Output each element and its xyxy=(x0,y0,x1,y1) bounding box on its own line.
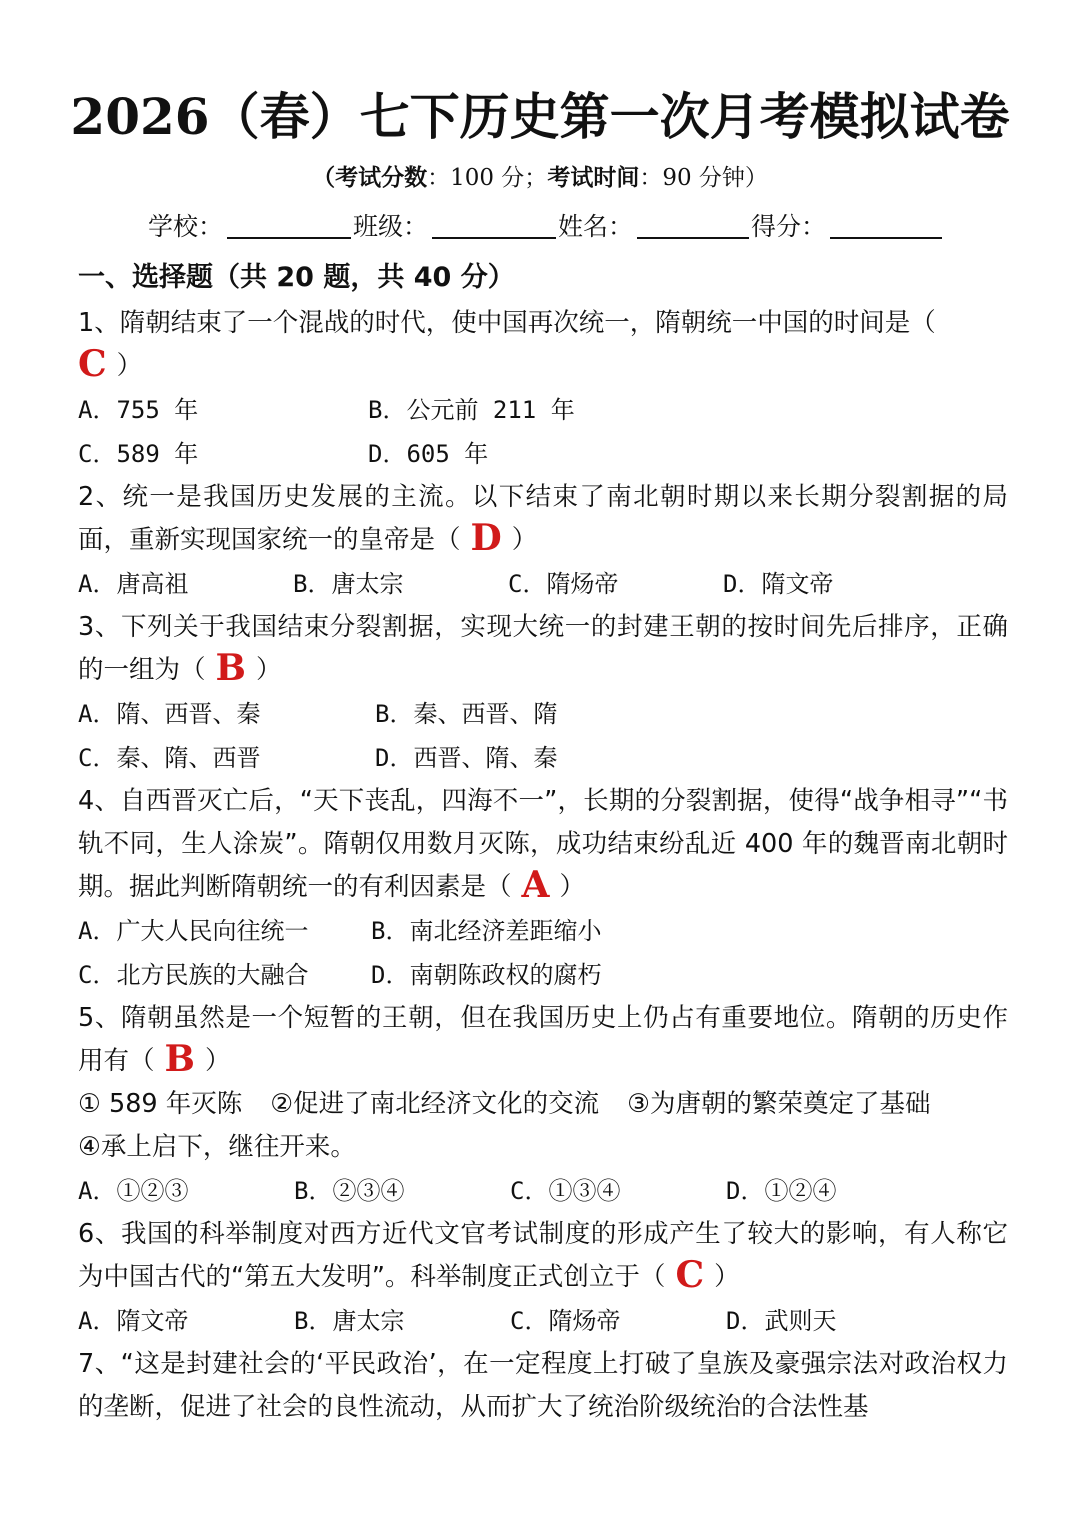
option-d: D．南朝陈政权的腐朽 xyxy=(371,961,602,989)
student-info-row xyxy=(148,208,944,246)
option-a: A．755 年 xyxy=(78,396,199,424)
question-6 xyxy=(78,1213,1008,1299)
option-b: B．秦、西晋、隋 xyxy=(375,700,558,728)
statement-2: ②促进了南北经济文化的交流 xyxy=(270,1089,600,1119)
option-c: C．隋炀帝 xyxy=(510,1307,621,1335)
question-close: ） xyxy=(204,1046,231,1076)
question-stem: 2、统一是我国历史发展的主流。以下结束了南北朝时期以来长期分裂割据的局面，重新实现国家统一的皇帝是（ xyxy=(78,482,1008,555)
question-stem: 5、隋朝虽然是一个短暂的王朝，但在我国历史上仍占有重要地位。隋朝的历史作用有（ xyxy=(78,1003,1008,1076)
question-stem: 1、隋朝结束了一个混战的时代，使中国再次统一，隋朝统一中国的时间是（ xyxy=(78,308,936,338)
statement-4: ④承上启下，继往开来。 xyxy=(78,1132,356,1162)
question-5 xyxy=(78,997,1008,1083)
score-blank[interactable] xyxy=(830,211,942,239)
options-row xyxy=(78,953,1008,997)
option-d: D．①②④ xyxy=(726,1177,837,1205)
options-row xyxy=(78,388,1008,432)
option-a: A．隋、西晋、秦 xyxy=(78,700,261,728)
option-a: A．唐高祖 xyxy=(78,570,189,598)
answer-mark: B xyxy=(215,647,246,689)
question-4 xyxy=(78,780,1008,909)
school-blank[interactable] xyxy=(227,211,351,239)
school-label: 学校： xyxy=(148,212,224,241)
option-c: C．①③④ xyxy=(510,1177,621,1205)
statement-1: ① 589 年灭陈 xyxy=(78,1089,243,1119)
exam-subtitle xyxy=(0,160,1080,196)
class-blank[interactable] xyxy=(432,211,556,239)
question-close: ） xyxy=(116,351,143,381)
answer-mark: B xyxy=(164,1038,195,1080)
options-row xyxy=(78,692,1008,736)
option-c: C．北方民族的大融合 xyxy=(78,961,309,989)
option-d: D．605 年 xyxy=(368,440,489,468)
time-value: ：90 分钟） xyxy=(639,165,768,191)
question-close: ） xyxy=(714,1262,740,1292)
questions-list xyxy=(78,302,1008,1429)
options-row xyxy=(78,1299,1008,1343)
answer-mark: A xyxy=(521,864,550,906)
question-1 xyxy=(78,302,1008,388)
option-b: B．唐太宗 xyxy=(293,570,404,598)
page-title: 2026（春）七下历史第一次月考模拟试卷 xyxy=(70,87,1010,146)
options-row xyxy=(78,432,1008,476)
options-row xyxy=(78,562,1008,606)
option-c: C．589 年 xyxy=(78,440,199,468)
question-stem: 6、我国的科举制度对西方近代文官考试制度的形成产生了较大的影响，有人称它为中国古代的“第五大发明”。科举制度正式创立于（ xyxy=(78,1219,1008,1292)
question-stem: 7、“这是封建社会的‘平民政治’，在一定程度上打破了皇族及豪强宗法对政治权力的垄断，促进了社会的良性流动，从而扩大了统治阶级统治的合法性基 xyxy=(78,1349,1008,1422)
options-row xyxy=(78,909,1008,953)
statements-row xyxy=(78,1126,1008,1169)
option-a: A．①②③ xyxy=(78,1177,189,1205)
option-a: A．广大人民向往统一 xyxy=(78,917,309,945)
question-2 xyxy=(78,476,1008,562)
time-label: 考试时间 xyxy=(547,164,640,191)
answer-mark: C xyxy=(675,1254,705,1296)
class-label: 班级： xyxy=(353,212,429,241)
score-value: ：100 分； xyxy=(427,165,548,191)
name-label: 姓名： xyxy=(558,212,634,241)
section-heading: 一、选择题（共 20 题，共 40 分） xyxy=(78,262,515,293)
option-d: D．武则天 xyxy=(726,1307,837,1335)
statement-3: ③为唐朝的繁荣奠定了基础 xyxy=(627,1089,931,1119)
score-label-field: 得分： xyxy=(751,212,827,241)
option-d: D．西晋、隋、秦 xyxy=(375,744,558,772)
option-b: B．南北经济差距缩小 xyxy=(371,917,602,945)
name-blank[interactable] xyxy=(637,211,749,239)
question-stem: 4、自西晋灭亡后，“天下丧乱，四海不一”，长期的分裂割据，使得“战争相寻”“书轨不同，生人涂炭”。隋朝仅用数月灭陈，成功结束纷乱近 400 年的魏晋南北朝时期。据此判断隋朝统一的有利因素是（ xyxy=(78,786,1008,902)
option-b: B．②③④ xyxy=(294,1177,405,1205)
option-d: D．隋文帝 xyxy=(723,570,834,598)
answer-mark: C xyxy=(78,343,107,385)
answer-mark: D xyxy=(470,517,502,559)
question-3 xyxy=(78,606,1008,692)
question-close: ） xyxy=(511,525,538,555)
question-stem: 3、下列关于我国结束分裂割据，实现大统一的封建王朝的按时间先后排序，正确的一组为（ xyxy=(78,612,1008,685)
option-b: B．唐太宗 xyxy=(294,1307,405,1335)
question-7 xyxy=(78,1343,1008,1429)
statements-row xyxy=(78,1083,1008,1126)
option-b: B．公元前 211 年 xyxy=(368,396,575,424)
options-row xyxy=(78,736,1008,780)
option-c: C．秦、隋、西晋 xyxy=(78,744,261,772)
option-a: A．隋文帝 xyxy=(78,1307,189,1335)
question-close: ） xyxy=(255,655,282,685)
question-close: ） xyxy=(559,872,585,902)
options-row xyxy=(78,1169,1008,1213)
score-label: （考试分数 xyxy=(312,164,428,191)
option-c: C．隋炀帝 xyxy=(508,570,619,598)
